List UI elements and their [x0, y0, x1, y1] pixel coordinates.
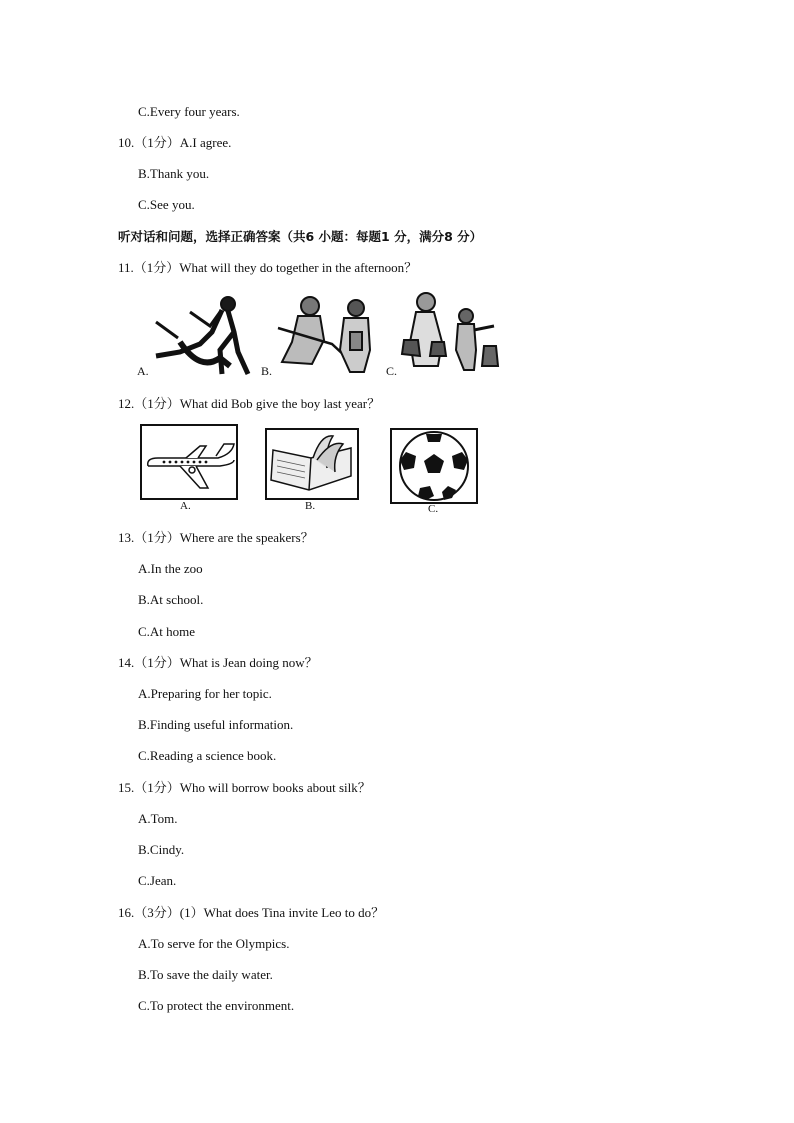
q15-option-a: A.Tom.	[138, 811, 178, 826]
q11-stem: 11.（1分）What will they do together in the afternoon？	[118, 260, 418, 275]
q14-stem: 14.（1分）What is Jean doing now？	[118, 655, 318, 670]
q12-picture-book	[265, 428, 359, 500]
q11-label-b: B.	[261, 364, 273, 378]
q15-option-c: C.Jean.	[138, 873, 177, 888]
q14-option-c: C.Reading a science book.	[138, 748, 277, 763]
q16-option-b: B.To save the daily water.	[138, 967, 273, 982]
q11-picture-a	[150, 292, 262, 376]
section-header: 听对话和问题，选择正确答案（共6 小题：每题1 分，满分8 分）	[118, 229, 483, 244]
q14-option-b: B.Finding useful information.	[138, 717, 294, 732]
q12-picture-football	[390, 428, 478, 504]
q15-option-b: B.Cindy.	[138, 842, 185, 857]
q10-stem: 10.（1分）A.I agree.	[118, 135, 232, 150]
q13-option-b: B.At school.	[138, 592, 204, 607]
q12-picture-airplane	[140, 424, 238, 500]
q9-option-c: C.Every four years.	[138, 104, 240, 119]
q13-stem: 13.（1分）Where are the speakers？	[118, 530, 314, 545]
q11-label-c: C.	[386, 364, 398, 378]
q12-stem: 12.（1分）What did Bob give the boy last year？	[118, 396, 381, 411]
q10-option-b: B.Thank you.	[138, 166, 210, 181]
q11-picture-b	[272, 292, 384, 376]
q12-label-b: B.	[305, 500, 316, 512]
q12-label-c: C.	[428, 503, 439, 515]
q12-label-a: A.	[180, 500, 191, 512]
q13-option-c: C.At home	[138, 624, 196, 639]
q16-option-c: C.To protect the environment.	[138, 998, 295, 1013]
q13-option-a: A.In the zoo	[138, 561, 203, 576]
q14-option-a: A.Preparing for her topic.	[138, 686, 272, 701]
q10-option-c: C.See you.	[138, 197, 195, 212]
q16-option-a: A.To serve for the Olympics.	[138, 936, 290, 951]
q11-label-a: A.	[137, 364, 149, 378]
q11-picture-c	[398, 290, 502, 376]
q15-stem: 15.（1分）Who will borrow books about silk？	[118, 780, 371, 795]
q16-stem: 16.（3分）(1）What does Tina invite Leo to do？	[118, 905, 385, 920]
